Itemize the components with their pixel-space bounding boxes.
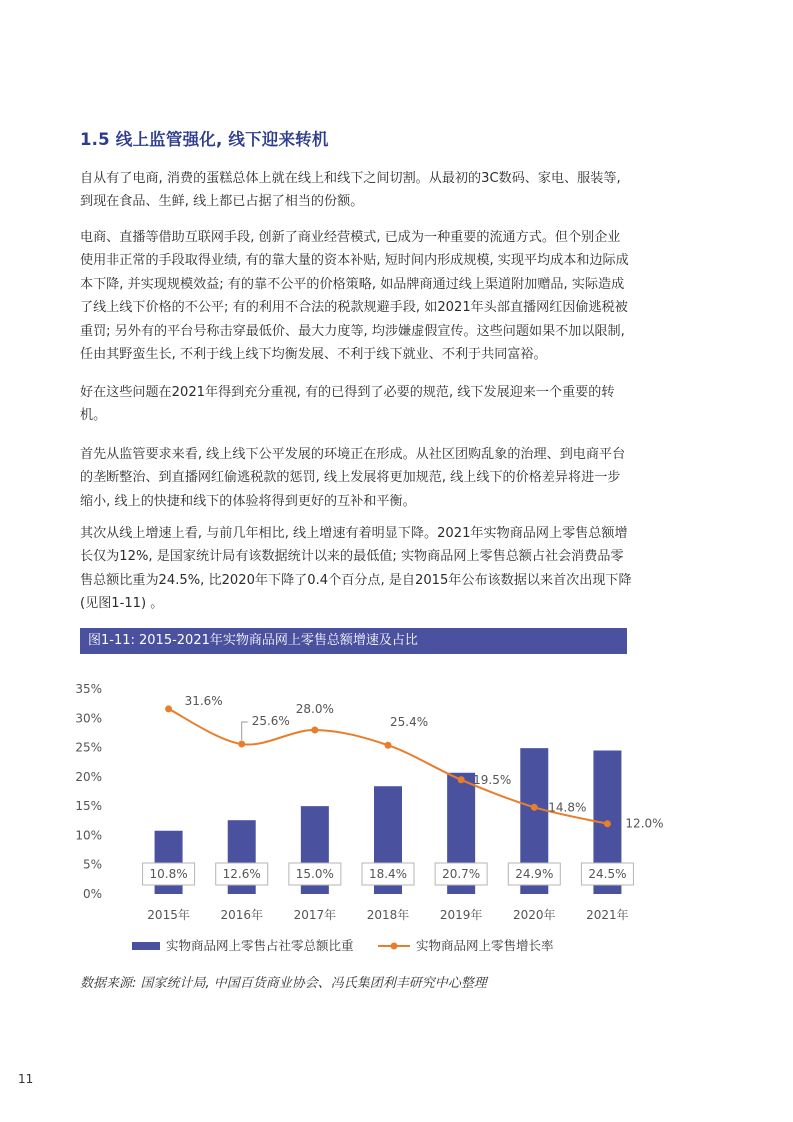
y-tick-label: 0% xyxy=(82,887,102,901)
paragraph-5: 其次从线上增速上看, 与前几年相比, 线上增速有着明显下降。2021年实物商品网上零售总额增长仅为12%, 是国家统计局有该数据统计以来的最低值; 实物商品网上零售总额占社会消费品零售总额比重为24.5%, 比2020年下降了0.4个百分点, 是自2015年公布该数据以来首次出现下降 (见图1-11) 。 xyxy=(80,526,632,612)
growth-rate-label: 14.8% xyxy=(548,800,587,815)
paragraph-1: 自从有了电商, 消费的蛋糕总体上就在线上和线下之间切割。从最初的3C数码、家电、服装等, 到现在食品、生鲜, 线上都已占据了相当的份额。 xyxy=(80,171,621,210)
x-tick-label: 2017年 xyxy=(293,908,337,922)
growth-rate-label: 25.6% xyxy=(251,714,290,729)
growth-rate-point xyxy=(311,727,318,734)
paragraph-2: 电商、直播等借助互联网手段, 创新了商业经营模式, 已成为一种重要的流通方式。但个别企业使用非正常的手段取得业绩, 有的靠大量的资本补贴, 短时间内形成规模, 实现平均成本和边际成本下降, 并实现规模效益; 有的靠不公平的价格策略, 如品牌商通过线上渠道附加赠品, 实际造成了线上线下价格的不公平; 有的利用不合法的税款规避手段, 如2021年头部直播网红因偷逃税被重罚; 另外有的平台号称击穿最低价、最大力度等, 均涉嫌虚假宣传。这些问题如果不加以限制, 任由其野蛮生长, 不利于线上线下均衡发展、不利于线下就业、不利于共同富裕。 xyxy=(80,230,629,363)
bar-value-label: 18.4% xyxy=(368,867,408,881)
y-tick-label: 20% xyxy=(75,769,102,784)
growth-rate-point xyxy=(385,742,392,749)
growth-rate-label: 25.4% xyxy=(390,715,429,730)
data-source: 数据来源: 国家统计局, 中国百货商业协会、冯氏集团利丰研究中心整理 xyxy=(80,976,487,991)
y-tick-label: 30% xyxy=(75,711,102,726)
chart-title: 图1-11: 2015-2021年实物商品网上零售总额增速及占比 xyxy=(80,628,627,654)
label-leader xyxy=(242,722,248,740)
bar-value-label: 12.6% xyxy=(222,867,261,881)
growth-rate-point xyxy=(238,741,245,748)
y-tick-label: 15% xyxy=(75,799,102,814)
growth-rate-point xyxy=(458,776,465,783)
x-tick-label: 2021年 xyxy=(586,908,629,922)
page-number: 11 xyxy=(18,1072,34,1086)
x-tick-label: 2018年 xyxy=(366,908,410,922)
chart xyxy=(60,666,664,966)
bar-value-label: 15.0% xyxy=(295,867,334,881)
growth-rate-label: 31.6% xyxy=(184,693,223,708)
x-tick-label: 2020年 xyxy=(513,908,556,922)
growth-rate-label: 28.0% xyxy=(295,702,334,716)
growth-rate-label: 12.0% xyxy=(625,816,664,831)
legend-bar-swatch xyxy=(132,942,160,950)
growth-rate-label: 19.5% xyxy=(473,772,512,787)
growth-rate-point xyxy=(531,804,538,811)
legend-line-marker xyxy=(391,943,398,950)
legend-bar-label: 实物商品网上零售占社零总额比重 xyxy=(166,938,354,953)
bar-value-label: 10.8% xyxy=(149,867,188,881)
x-tick-label: 2019年 xyxy=(439,908,483,922)
y-tick-label: 35% xyxy=(75,682,102,696)
y-tick-label: 25% xyxy=(75,740,102,755)
bar-value-label: 24.5% xyxy=(588,867,627,881)
growth-rate-point xyxy=(165,705,172,712)
legend-line-label: 实物商品网上零售增长率 xyxy=(416,938,554,953)
y-tick-label: 10% xyxy=(75,828,102,843)
x-tick-label: 2015年 xyxy=(147,908,190,922)
bar-value-label: 24.9% xyxy=(515,867,554,881)
growth-rate-point xyxy=(604,820,611,827)
x-tick-label: 2016年 xyxy=(220,908,263,922)
paragraph-3: 好在这些问题在2021年得到充分重视, 有的已得到了必要的规范, 线下发展迎来一个重要的转机。 xyxy=(80,385,615,424)
paragraph-4: 首先从监管要求来看, 线上线下公平发展的环境正在形成。从社区团购乱象的治理、到电商平台的垄断整治、到直播网红偷逃税款的惩罚, 线上发展将更加规范, 线上线下的价格差异将进一步缩小, 线上的快捷和线下的体验将得到更好的互补和平衡。 xyxy=(80,447,626,509)
section-heading: 1.5 线上监管强化, 线下迎来转机 xyxy=(80,130,329,149)
bar-value-label: 20.7% xyxy=(442,867,481,881)
y-tick-label: 5% xyxy=(82,857,102,872)
